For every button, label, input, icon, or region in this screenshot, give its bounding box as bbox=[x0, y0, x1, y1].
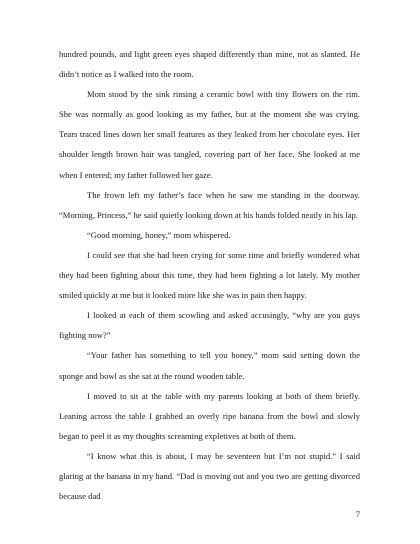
paragraph: “I know what this is about, I may be seventeen but I’m not stupid.” I said glaring at the banana in my hand. “Dad is moving out and you two are getting divorced because dad bbox=[59, 450, 360, 502]
paragraph: “Your father has something to tell you honey,” mom said setting down the sponge and bowl as she sat at the round wooden table. bbox=[59, 350, 360, 381]
paragraph: The frown left my father’s face when he saw me standing in the doorway. “Morning, Princess,” he said quietly looking down at his hands folded neatly in his lap. bbox=[59, 189, 360, 220]
paragraph: I looked at each of them scowling and asked accusingly, “why are you guys fighting now?” bbox=[59, 310, 360, 341]
paragraph: I could see that she had been crying for some time and briefly wondered what they had been fighting about this time, they had been fighting a lot lately. My mother smiled quickly at me but it looked more like she was in pain then happy. bbox=[59, 249, 360, 301]
paragraph: I moved to sit at the table with my parents looking at both of them briefly. Leaning across the table I grabbed an overly ripe banana from the bowl and slowly began to peel it as my thoughts screaming expletives at both of them. bbox=[59, 390, 360, 441]
paragraph: Mom stood by the sink rinsing a ceramic bowl with tiny flowers on the rim. She was normally as good looking as my father, but at the moment she was crying. Tears traced lines down her small features as they leaked from her chocolate eyes. Her shoulder length brown hair was tangled, covering part of her face. She looked at me when I entered; my father followed her gaze. bbox=[59, 89, 360, 180]
page-number: 7 bbox=[355, 509, 360, 519]
paragraph: “Good morning, honey,” mom whispered. bbox=[87, 229, 231, 240]
body-text bbox=[59, 44, 360, 506]
paragraph-continued: hundred pounds, and light green eyes shaped differently than mine, not as slanted. He didn’t notice as I walked into the room. bbox=[59, 49, 360, 80]
